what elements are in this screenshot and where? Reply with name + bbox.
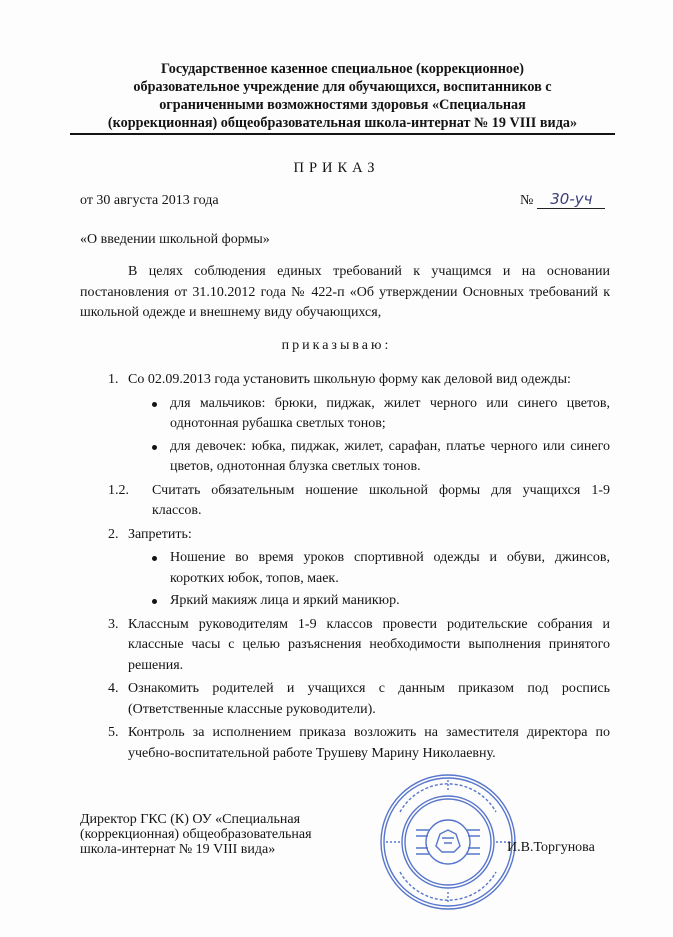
handwritten-number: 30-уч — [537, 190, 605, 209]
item-text: Контроль за исполнением приказа возложить на заместителя директора по учебно-воспитательной работе Трушеву Марину Николаевну. — [128, 725, 610, 761]
order-item — [80, 679, 610, 720]
order-item — [80, 525, 610, 546]
item-number: 3. — [108, 616, 119, 632]
header-line-1: Государственное казенное специальное (коррекционное) — [160, 61, 525, 77]
bullet-item: для мальчиков: брюки, пиджак, жилет черного или синего цветов, однотонная рубашка светлых тонов; — [80, 394, 610, 435]
order-item — [80, 481, 610, 522]
document-title: ПРИКАЗ — [293, 160, 380, 176]
order-item — [80, 370, 610, 391]
item-text: Со 02.09.2013 года установить школьную форму как деловой вид одежды: — [128, 372, 571, 387]
signer-name: И.В.Торгунова — [507, 840, 595, 855]
item-text: Запретить: — [128, 526, 192, 542]
item-number: 2. — [108, 526, 119, 542]
item-text: Классным руководителям 1-9 классов провести родительские собрания и классные часы с целью разъяснения необходимости выполнения принятого решения. — [128, 616, 610, 673]
item-number: 5. — [108, 725, 119, 740]
item-number: 1. — [108, 372, 119, 387]
order-item — [80, 723, 610, 764]
signature-line-1: Директор ГКС (К) ОУ «Специальная — [80, 812, 301, 827]
official-stamp-icon — [378, 772, 518, 912]
order-item — [80, 615, 610, 677]
order-items — [80, 370, 610, 767]
header-line-2: образовательное учреждение для обучающихся, воспитанников с — [133, 79, 552, 95]
bullet-item: для девочек: юбка, пиджак, жилет, сарафан, платье черного или синего цветов, однотонная блузка светлых тонов. — [80, 437, 610, 478]
organization-header — [70, 60, 615, 135]
order-word: приказываю: — [281, 338, 392, 353]
order-subject: «О введении школьной формы» — [80, 232, 270, 247]
bullet-list — [80, 394, 610, 478]
bullet-item: Яркий макияж лица и яркий маникюр. — [80, 591, 610, 612]
item-number: 4. — [108, 681, 119, 696]
number-label: № — [520, 193, 534, 208]
item-text: Считать обязательным ношение школьной формы для учащихся 1-9 классов. — [152, 482, 610, 518]
item-number: 1.2. — [108, 482, 129, 498]
order-number — [520, 190, 605, 209]
header-line-4: (коррекционная) общеобразовательная школа-интернат № 19 VIII вида» — [70, 114, 615, 135]
signature-line-3: школа-интернат № 19 VIII вида» — [80, 842, 276, 857]
director-signature-block — [80, 812, 312, 857]
header-line-3: ограниченными возможностями здоровья «Специальная — [159, 97, 526, 113]
order-date: от 30 августа 2013 года — [80, 193, 219, 208]
signature-line-2: (коррекционная) общеобразовательная — [80, 827, 312, 842]
item-text: Ознакомить родителей и учащихся с данным приказом под роспись (Ответственные классные руководители). — [128, 681, 610, 717]
preamble-paragraph: В целях соблюдения единых требований к учащимся и на основании постановления от 31.10.2012 года № 422-п «Об утверждении Основных требований к школьной одежде и внешнему виду обучающихся, — [80, 264, 610, 320]
bullet-item: Ношение во время уроков спортивной одежды и обуви, джинсов, коротких юбок, топов, маек. — [80, 548, 610, 589]
bullet-list — [80, 548, 610, 612]
